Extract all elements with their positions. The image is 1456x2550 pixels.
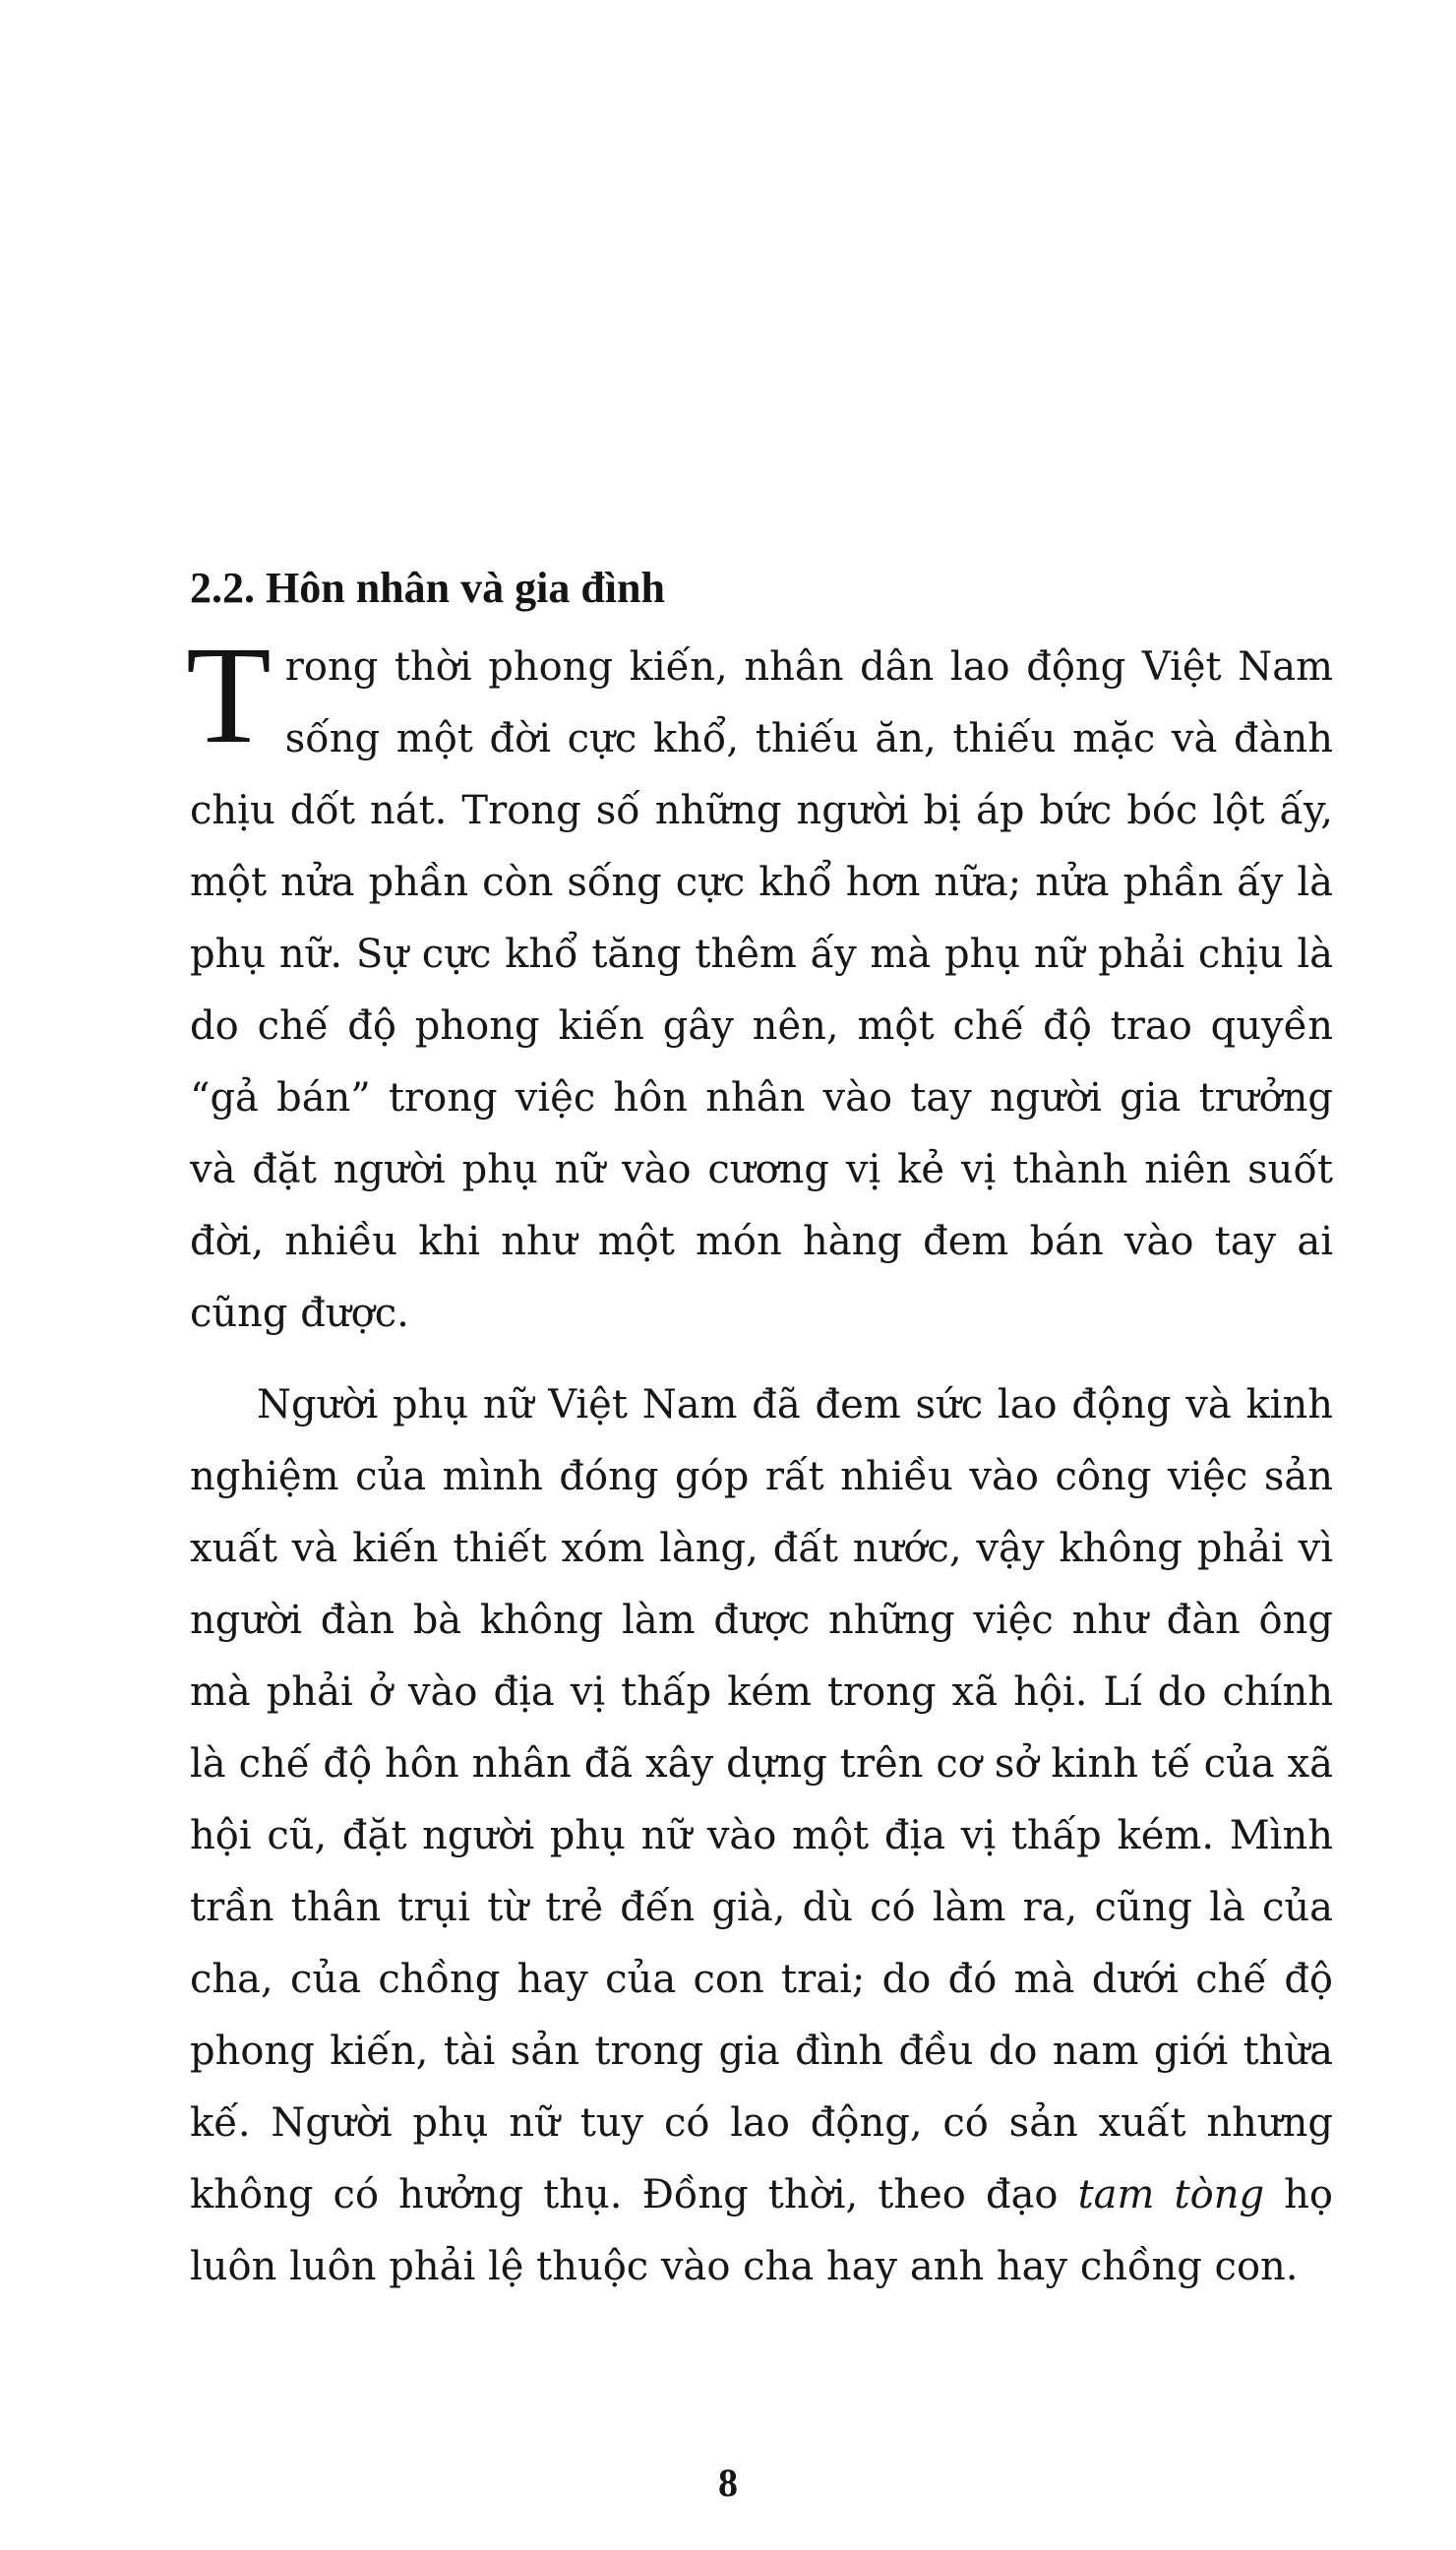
paragraph-2-text-end: họ luôn luôn phải lệ thuộc vào cha hay anh hay chồng con.: [190, 2172, 1333, 2289]
page-number: 8: [718, 2460, 738, 2505]
paragraph-2-emphasis: tam tòng: [1077, 2172, 1265, 2217]
paragraph-1-text: rong thời phong kiến, nhân dân lao động Việt Nam sống một đời cực khổ, thiếu ăn, thiếu mặc và đành chịu dốt nát. Trong số những người bị áp bức bóc lột ấy, một nửa phần còn sống cực khổ hơn nữa; nửa phần ấy là phụ nữ. Sự cực khổ tăng thêm ấy mà phụ nữ phải chịu là do chế độ phong kiến gây nên, một chế độ trao quyền “gả bán” trong việc hôn nhân vào tay người gia trưởng và đặt người phụ nữ vào cương vị kẻ vị thành niên suốt đời, nhiều khi như một món hàng đem bán vào tay ai cũng được.: [190, 644, 1333, 1336]
paragraph-2-text-start: Người phụ nữ Việt Nam đã đem sức lao động và kinh nghiệm của mình đóng góp rất nhiều vào công việc sản xuất và kiến thiết xóm làng, đất nước, vậy không phải vì người đàn bà không làm được những việc như đàn ông mà phải ở vào địa vị thấp kém trong xã hội. Lí do chính là chế độ hôn nhân đã xây dựng trên cơ sở kinh tế của xã hội cũ, đặt người phụ nữ vào một địa vị thấp kém. Mình trần thân trụi từ trẻ đến già, dù có làm ra, cũng là của cha, của chồng hay của con trai; do đó mà dưới chế độ phong kiến, tài sản trong gia đình đều do nam giới thừa kế. Người phụ nữ tuy có lao động, có sản xuất nhưng không có hưởng thụ. Đồng thời, theo đạo: [190, 1382, 1333, 2217]
drop-cap-letter: T: [186, 617, 272, 772]
section-heading: 2.2. Hôn nhân và gia đình: [190, 564, 665, 612]
paragraph-1: [186, 617, 1333, 1350]
paragraph-2: [190, 1369, 1333, 2303]
section-body: [186, 561, 1333, 2303]
